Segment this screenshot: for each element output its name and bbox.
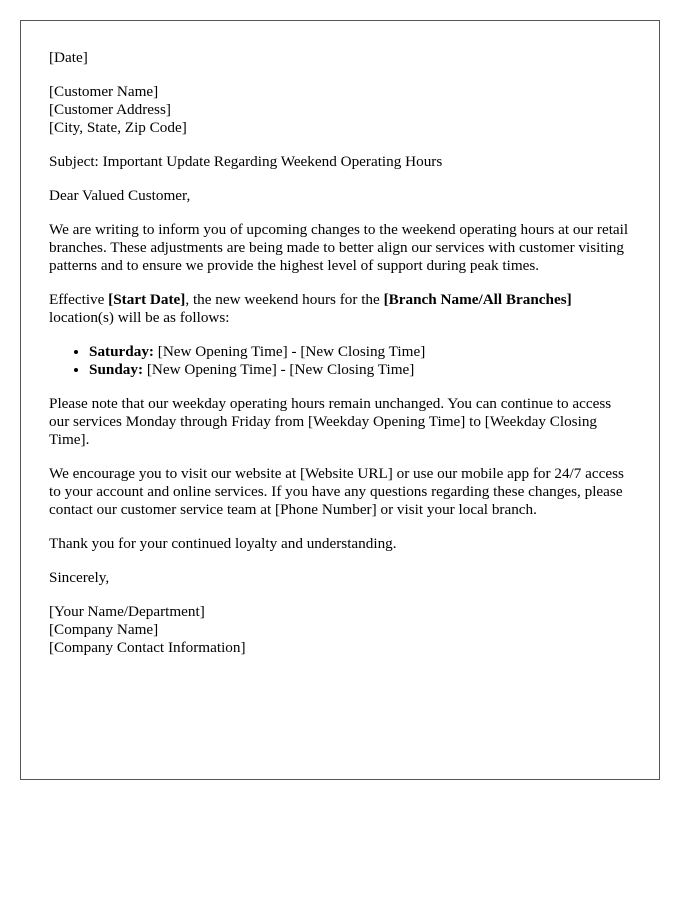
- recipient-block: [49, 83, 631, 137]
- hours-day: Saturday:: [89, 343, 154, 360]
- recipient-city: [City, State, Zip Code]: [49, 119, 187, 136]
- effective-paragraph: [49, 291, 631, 327]
- recipient-name: [Customer Name]: [49, 83, 159, 100]
- thanks-paragraph: Thank you for your continued loyalty and understanding.: [49, 535, 397, 552]
- start-date: [Start Date]: [108, 291, 186, 308]
- signature-name: [Your Name/Department]: [49, 603, 205, 620]
- letter-date: [Date]: [49, 49, 88, 66]
- salutation: Dear Valued Customer,: [49, 187, 191, 204]
- list-item: [89, 361, 631, 379]
- hours-time: [New Opening Time] - [New Closing Time]: [153, 343, 426, 360]
- weekday-paragraph: Please note that our weekday operating hours remain unchanged. You can continue to access our services Monday through Friday from [Weekday Opening Time] to [Weekday Closing Time].: [49, 395, 612, 448]
- website-paragraph: We encourage you to visit our website at [Website URL] or use our mobile app for 24/7 access to your account and online services. If you have any questions regarding these changes, please contact our customer service team at [Phone Number] or visit your local branch.: [49, 465, 624, 518]
- effective-prefix: Effective: [49, 291, 109, 308]
- signature-contact: [Company Contact Information]: [49, 639, 246, 656]
- effective-suffix: location(s) will be as follows:: [49, 309, 230, 326]
- list-item: [89, 343, 631, 361]
- signature-block: [49, 603, 631, 657]
- letter: [20, 20, 660, 780]
- recipient-address: [Customer Address]: [49, 101, 171, 118]
- hours-day: Sunday:: [89, 361, 144, 378]
- hours-list: [49, 343, 631, 379]
- subject-line: Subject: Important Update Regarding Weekend Operating Hours: [49, 153, 443, 170]
- branch-name: [Branch Name/All Branches]: [383, 291, 572, 308]
- hours-time: [New Opening Time] - [New Closing Time]: [143, 361, 415, 378]
- closing: Sincerely,: [49, 569, 110, 586]
- intro-paragraph: We are writing to inform you of upcoming changes to the weekend operating hours at our retail branches. These adjustments are being made to better align our services with customer visiting patterns and to ensure we provide the highest level of support during peak times.: [49, 221, 629, 274]
- signature-company: [Company Name]: [49, 621, 159, 638]
- effective-middle: , the new weekend hours for the: [185, 291, 384, 308]
